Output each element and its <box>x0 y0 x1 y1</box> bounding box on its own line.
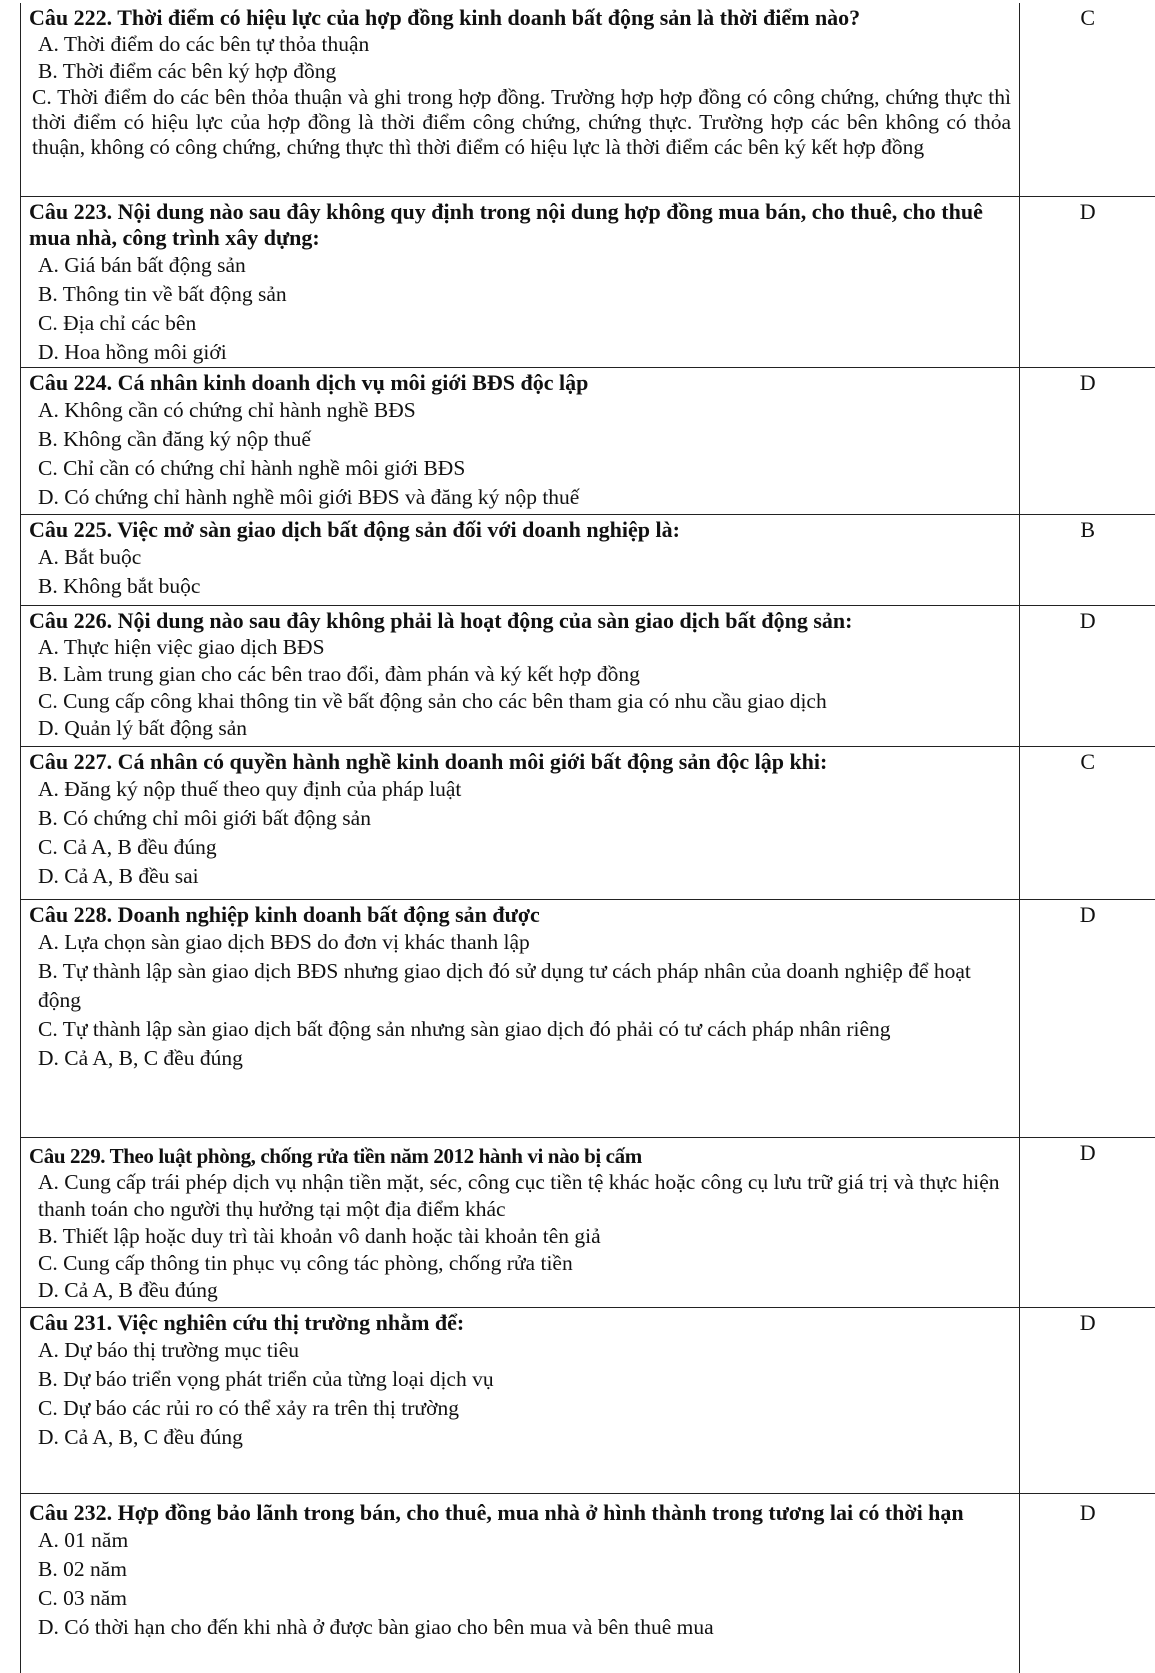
answer-cell: D <box>1020 605 1155 746</box>
table-row <box>21 196 1155 367</box>
option: D. Cả A, B đều sai <box>29 862 1011 891</box>
question-cell <box>21 367 1020 514</box>
answer-cell: D <box>1020 196 1155 367</box>
question-cell <box>21 899 1020 1137</box>
option: C. Địa chỉ các bên <box>29 309 1011 338</box>
table-row <box>21 605 1155 746</box>
option: A. Thực hiện việc giao dịch BĐS <box>29 634 1011 661</box>
option: C. Cung cấp công khai thông tin về bất động sản cho các bên tham gia có nhu cầu giao dịch <box>29 688 1011 715</box>
question-cell <box>21 196 1020 367</box>
option: D. Cả A, B đều đúng <box>29 1277 1011 1304</box>
option: C. Tự thành lập sàn giao dịch bất động sản nhưng sàn giao dịch đó phải có tư cách pháp nhân riêng <box>29 1015 1011 1044</box>
option: C. Thời điểm do các bên thỏa thuận và ghi trong hợp đồng. Trường hợp hợp đồng có công chứng, chứng thực thì thời điểm có hiệu lực của hợp đồng là thời điểm công chứng, chứng thực. Trường hợp các bên không có thỏa thuận, không có công chứng, chứng thực thì thời điểm có hiệu lực là thời điểm các bên ký kết hợp đồng <box>29 85 1011 160</box>
option: A. Giá bán bất động sản <box>29 251 1011 280</box>
option: B. Không bắt buộc <box>29 572 1011 601</box>
option: B. 02 năm <box>29 1555 1011 1584</box>
question-stem: Câu 229. Theo luật phòng, chống rửa tiền năm 2012 hành vi nào bị cấm <box>29 1143 1011 1169</box>
option: B. Thời điểm các bên ký hợp đồng <box>29 58 1011 85</box>
option: A. Đăng ký nộp thuế theo quy định của pháp luật <box>29 775 1011 804</box>
option: D. Có chứng chỉ hành nghề môi giới BĐS và đăng ký nộp thuế <box>29 483 1011 512</box>
table-row <box>21 3 1155 196</box>
option: D. Có thời hạn cho đến khi nhà ở được bàn giao cho bên mua và bên thuê mua <box>29 1613 1011 1642</box>
option: A. Dự báo thị trường mục tiêu <box>29 1336 1011 1365</box>
answer-cell: D <box>1020 1307 1155 1493</box>
question-stem: Câu 224. Cá nhân kinh doanh dịch vụ môi giới BĐS độc lập <box>29 370 1011 396</box>
question-stem: Câu 227. Cá nhân có quyền hành nghề kinh doanh môi giới bất động sản độc lập khi: <box>29 749 1011 775</box>
option: B. Không cần đăng ký nộp thuế <box>29 425 1011 454</box>
question-cell <box>21 746 1020 899</box>
option: D. Hoa hồng môi giới <box>29 338 1011 367</box>
option: A. Lựa chọn sàn giao dịch BĐS do đơn vị khác thanh lập <box>29 928 1011 957</box>
option: B. Làm trung gian cho các bên trao đổi, đàm phán và ký kết hợp đồng <box>29 661 1011 688</box>
question-cell <box>21 3 1020 196</box>
option: B. Tự thành lập sàn giao dịch BĐS nhưng giao dịch đó sử dụng tư cách pháp nhân của doanh nghiệp để hoạt động <box>29 957 1011 1015</box>
table-row <box>21 1137 1155 1307</box>
table-row <box>21 746 1155 899</box>
option: D. Cả A, B, C đều đúng <box>29 1044 1011 1073</box>
table-row <box>21 367 1155 514</box>
answer-cell: D <box>1020 367 1155 514</box>
question-stem: Câu 225. Việc mở sàn giao dịch bất động sản đối với doanh nghiệp là: <box>29 517 1011 543</box>
answer-cell: C <box>1020 3 1155 196</box>
question-stem: Câu 226. Nội dung nào sau đây không phải là hoạt động của sàn giao dịch bất động sản: <box>29 608 1011 634</box>
option: A. Không cần có chứng chỉ hành nghề BĐS <box>29 396 1011 425</box>
question-table <box>20 3 1155 1673</box>
question-stem: Câu 232. Hợp đồng bảo lãnh trong bán, cho thuê, mua nhà ở hình thành trong tương lai có thời hạn <box>29 1500 1011 1526</box>
question-cell <box>21 1493 1020 1673</box>
question-stem: Câu 231. Việc nghiên cứu thị trường nhằm để: <box>29 1310 1011 1336</box>
option: C. 03 năm <box>29 1584 1011 1613</box>
option: B. Thiết lập hoặc duy trì tài khoản vô danh hoặc tài khoản tên giả <box>29 1223 1011 1250</box>
option: B. Thông tin về bất động sản <box>29 280 1011 309</box>
option: A. Bắt buộc <box>29 543 1011 572</box>
option: A. Thời điểm do các bên tự thỏa thuận <box>29 31 1011 58</box>
answer-cell: C <box>1020 746 1155 899</box>
answer-cell: D <box>1020 1137 1155 1307</box>
option: A. Cung cấp trái phép dịch vụ nhận tiền mặt, séc, công cục tiền tệ khác hoặc công cụ lưu trữ giá trị và thực hiện thanh toán cho người thụ hưởng tại một địa điểm khác <box>29 1169 1011 1223</box>
option: B. Dự báo triển vọng phát triển của từng loại dịch vụ <box>29 1365 1011 1394</box>
option: A. 01 năm <box>29 1526 1011 1555</box>
question-cell <box>21 1137 1020 1307</box>
option: D. Quản lý bất động sản <box>29 715 1011 742</box>
question-cell <box>21 1307 1020 1493</box>
table-row <box>21 1307 1155 1493</box>
question-cell <box>21 514 1020 605</box>
option: C. Chỉ cần có chứng chỉ hành nghề môi giới BĐS <box>29 454 1011 483</box>
option: B. Có chứng chỉ môi giới bất động sản <box>29 804 1011 833</box>
table-row <box>21 899 1155 1137</box>
answer-cell: B <box>1020 514 1155 605</box>
question-stem: Câu 223. Nội dung nào sau đây không quy định trong nội dung hợp đồng mua bán, cho thuê, cho thuê mua nhà, công trình xây dựng: <box>29 199 1011 251</box>
option: D. Cả A, B, C đều đúng <box>29 1423 1011 1452</box>
question-cell <box>21 605 1020 746</box>
question-stem: Câu 228. Doanh nghiệp kinh doanh bất động sản được <box>29 902 1011 928</box>
question-stem: Câu 222. Thời điểm có hiệu lực của hợp đồng kinh doanh bất động sản là thời điểm nào? <box>29 5 1011 31</box>
option: C. Dự báo các rủi ro có thể xảy ra trên thị trường <box>29 1394 1011 1423</box>
answer-cell: D <box>1020 1493 1155 1673</box>
answer-cell: D <box>1020 899 1155 1137</box>
option: C. Cả A, B đều đúng <box>29 833 1011 862</box>
option: C. Cung cấp thông tin phục vụ công tác phòng, chống rửa tiền <box>29 1250 1011 1277</box>
table-row <box>21 1493 1155 1673</box>
table-row <box>21 514 1155 605</box>
